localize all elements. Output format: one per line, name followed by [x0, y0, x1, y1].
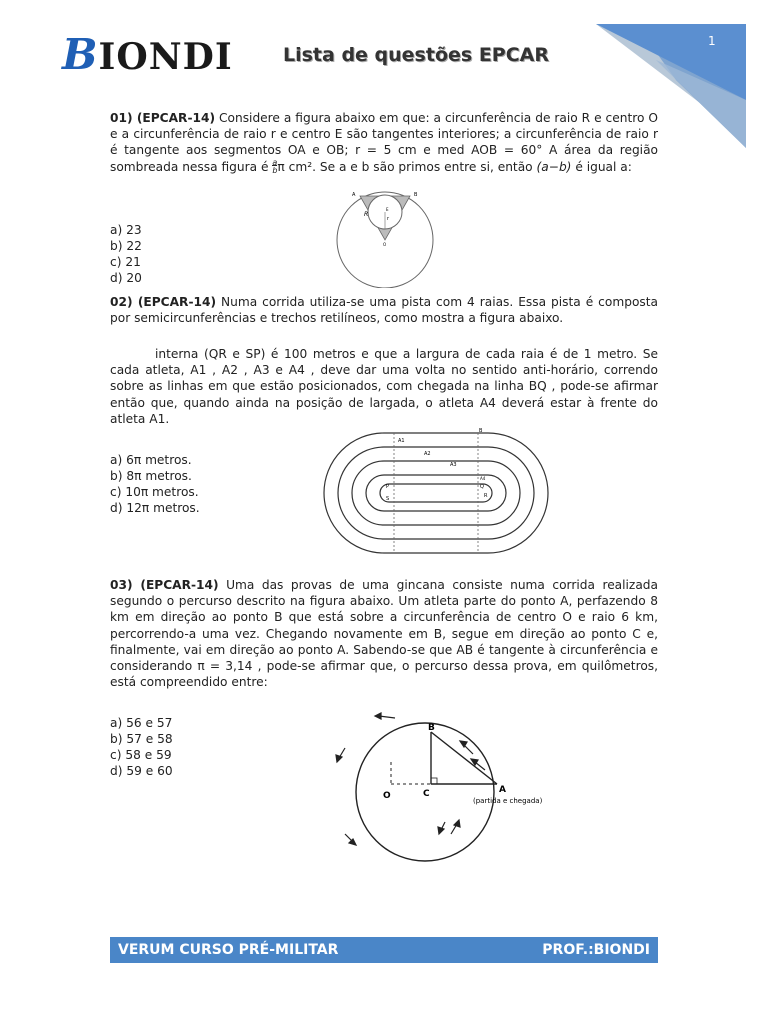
option: b) 8π metros.: [110, 469, 192, 483]
page-title: Lista de questões EPCAR: [283, 44, 549, 66]
option: b) 22: [110, 239, 142, 253]
figure-2-track: [322, 428, 550, 562]
footer-right: PROF.:BIONDI: [542, 942, 650, 958]
page-number: 1: [708, 34, 716, 48]
question-1-options: [110, 222, 142, 286]
footer-bar: [110, 937, 658, 963]
label-A1: A1: [398, 438, 405, 444]
label-B: B: [479, 428, 483, 434]
label-A4: A4: [480, 476, 486, 481]
label-A3: A3: [450, 462, 457, 468]
question-1-id: 01) (EPCAR-14): [110, 111, 216, 125]
option: c) 10π metros.: [110, 485, 199, 499]
option: c) 21: [110, 255, 141, 269]
question-2-text2: interna (QR e SP) é 100 metros e que a largura de cada raia é de 1 metro. Se cada atleta, A1 , A2 , A3 e A4 , deve dar uma volta no sentido anti-horário, correndo sobre as linhas em que estão posicionados, com chegada na linha BQ , pode-se afirmar então que, quando ainda na posição de largada, o atleta A4 deverá estar à frente do atleta A1.: [110, 347, 658, 426]
label-S: S: [386, 496, 390, 502]
question-3-options: [110, 715, 173, 779]
question-1: [110, 110, 658, 175]
question-2-id: 02) (EPCAR-14): [110, 295, 217, 309]
question-2-text: Numa corrida utiliza-se uma pista com 4 raias. Essa pista é composta por semicircunferências e trechos retilíneos, como mostra a figura abaixo.: [110, 295, 658, 326]
label-R: R: [364, 211, 369, 218]
label-A: A: [352, 192, 356, 198]
label-O: O: [383, 791, 391, 801]
fraction: $\frac{a}{b}$: [272, 158, 278, 176]
logo: BIONDI: [62, 30, 233, 79]
label-E: E: [386, 207, 389, 212]
figure-1: [330, 188, 440, 288]
option: a) 23: [110, 223, 142, 237]
question-2-options: [110, 452, 200, 516]
label-C: C: [423, 789, 430, 799]
option: b) 57 e 58: [110, 732, 173, 746]
question-3-text: Uma das provas de uma gincana consiste numa corrida realizada segundo o percurso descrito na figura abaixo. Um atleta parte do ponto A, perfazendo 8 km em direção ao ponto B que está sobre a circunferência de centro O e raio 6 km, percorrendo-a uma vez. Chegando novamente em B, segue em direção ao ponto C e, finalmente, vai em direção ao ponto A. Sabendo-se que AB é tangente à circunferência e considerando π = 3,14 , pode-se afirmar que, o percurso dessa prova, em quilômetros, está compreendido entre:: [110, 578, 658, 690]
option: c) 58 e 59: [110, 748, 172, 762]
label-A: A: [499, 785, 506, 795]
question-3-id: 03) (EPCAR-14): [110, 578, 219, 592]
label-B: B: [428, 723, 435, 733]
footer-left: VERUM CURSO PRÉ-MILITAR: [118, 942, 339, 958]
question-1-text-after: π cm². Se a e b são primos entre si, então: [277, 159, 533, 174]
label-O: O: [383, 242, 387, 247]
label-A2: A2: [424, 451, 431, 457]
option: d) 20: [110, 271, 142, 285]
question-1-text: Considere a figura abaixo em que: a circunferência de raio R e centro O e a circunferência de raio r e centro E são tangentes interiores; a circunferência de raio r é tangente aos segmentos OA e OB; r = 5 cm e med AOB = 60° A área da região sombreada nessa figura é: [110, 111, 659, 174]
label-B: B: [414, 192, 418, 198]
question-3: [110, 577, 658, 690]
label-r: r: [387, 216, 390, 222]
figure-3: [305, 712, 565, 862]
question-2: [110, 294, 658, 326]
question-1-text-end: é igual a:: [575, 159, 632, 174]
label-Q: Q: [480, 484, 484, 490]
option: a) 6π metros.: [110, 453, 192, 467]
label-P: P: [386, 484, 390, 490]
label-start: (partida e chegada): [473, 797, 543, 805]
expression: (a−b): [536, 159, 572, 174]
option: d) 59 e 60: [110, 764, 173, 778]
label-R: R: [484, 493, 488, 499]
option: a) 56 e 57: [110, 716, 173, 730]
option: d) 12π metros.: [110, 501, 200, 515]
